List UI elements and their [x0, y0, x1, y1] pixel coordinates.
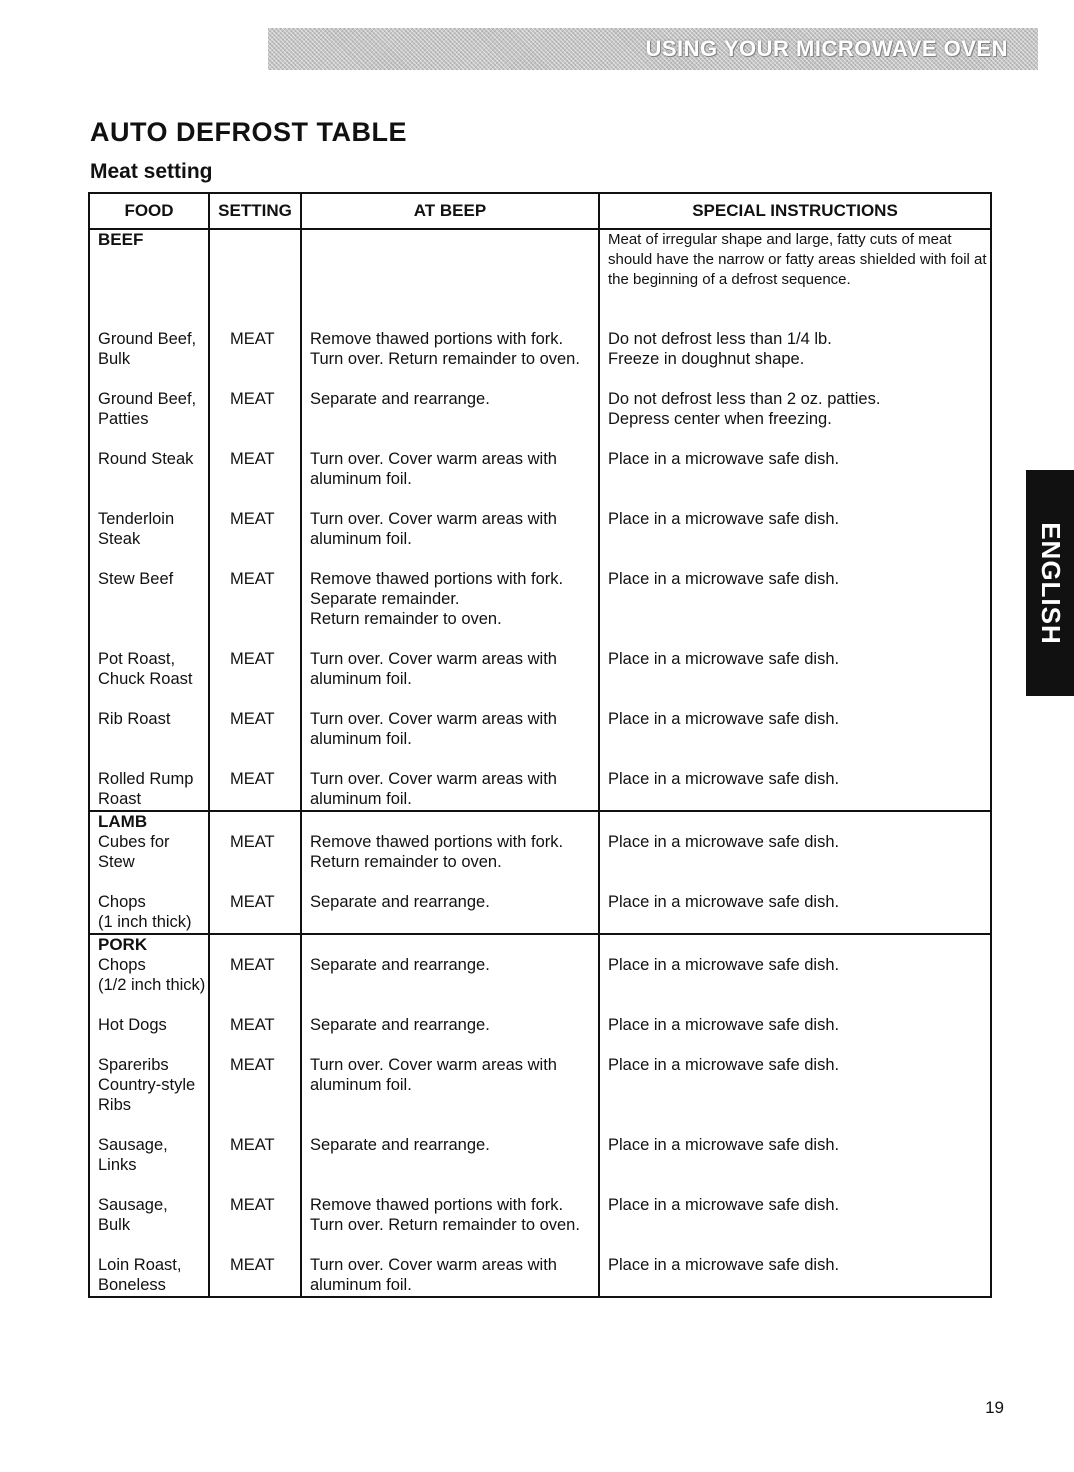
food-cell — [89, 1135, 209, 1195]
special-instructions-cell — [599, 229, 991, 329]
at-beep-line: Turn over. Cover warm areas with — [310, 450, 557, 468]
food-line: Steak — [98, 530, 141, 548]
special-instructions-cell — [599, 1135, 991, 1195]
at-beep-line: Turn over. Return remainder to oven. — [310, 1216, 580, 1234]
at-beep-line: Turn over. Cover warm areas with — [310, 710, 557, 728]
food-line: (1 inch thick) — [98, 913, 192, 931]
food-cell — [89, 1055, 209, 1135]
table-row — [89, 389, 991, 449]
section-banner-text: USING YOUR MICROWAVE OVEN — [645, 36, 1008, 61]
at-beep-line: Turn over. Cover warm areas with — [310, 1256, 557, 1274]
at-beep-line: Remove thawed portions with fork. — [310, 833, 564, 851]
at-beep-cell — [301, 329, 599, 389]
setting-value: MEAT — [230, 1016, 275, 1034]
setting-value: MEAT — [230, 1056, 275, 1074]
food-line: Tenderloin — [98, 510, 175, 528]
table-row — [89, 1015, 991, 1055]
food-line: Roast — [98, 790, 142, 808]
at-beep-cell — [301, 832, 599, 892]
at-beep-cell — [301, 569, 599, 649]
at-beep-line: Separate and rearrange. — [310, 893, 490, 911]
food-line: Loin Roast, — [98, 1256, 182, 1274]
at-beep-line: aluminum foil. — [310, 790, 412, 808]
auto-defrost-table — [88, 192, 992, 1298]
food-cell — [89, 389, 209, 449]
at-beep-line: Separate and rearrange. — [310, 390, 490, 408]
food-line: Boneless — [98, 1276, 166, 1294]
setting-cell — [209, 649, 301, 709]
food-line: Chuck Roast — [98, 670, 193, 688]
at-beep-line: Separate remainder. — [310, 590, 460, 608]
food-line: Links — [98, 1156, 137, 1174]
special-instructions-cell — [599, 449, 991, 509]
at-beep-cell-empty — [301, 934, 599, 955]
at-beep-cell — [301, 449, 599, 509]
food-line: Ribs — [98, 1096, 132, 1114]
at-beep-line: aluminum foil. — [310, 1076, 412, 1094]
setting-cell — [209, 892, 301, 934]
setting-cell — [209, 1015, 301, 1055]
at-beep-cell — [301, 769, 599, 811]
setting-cell — [209, 449, 301, 509]
food-cell — [89, 449, 209, 509]
special-instruction-line: Place in a microwave safe dish. — [608, 1256, 840, 1274]
setting-cell — [209, 389, 301, 449]
pork-category-row — [89, 934, 991, 955]
special-instructions-cell — [599, 1195, 991, 1255]
table-row — [89, 449, 991, 509]
page-number: 19 — [985, 1398, 1004, 1417]
table-body — [89, 229, 991, 1297]
at-beep-line: Separate and rearrange. — [310, 1136, 490, 1154]
setting-cell — [209, 569, 301, 649]
special-instructions-cell — [599, 769, 991, 811]
special-instructions-cell — [599, 649, 991, 709]
special-instruction-line: Place in a microwave safe dish. — [608, 570, 840, 588]
special-instruction-line: Place in a microwave safe dish. — [608, 770, 840, 788]
food-cell — [89, 1195, 209, 1255]
special-instructions-cell — [599, 329, 991, 389]
at-beep-line: aluminum foil. — [310, 470, 412, 488]
page-subtitle: Meat setting — [90, 160, 213, 183]
beef-category-row — [89, 229, 991, 329]
food-line: Chops — [98, 893, 146, 911]
food-line: Stew — [98, 853, 135, 871]
special-instruction-line: Place in a microwave safe dish. — [608, 710, 840, 728]
at-beep-cell — [301, 1135, 599, 1195]
setting-value: MEAT — [230, 833, 275, 851]
setting-cell — [209, 832, 301, 892]
lamb-category-cell — [89, 811, 209, 832]
special-instruction-line: Place in a microwave safe dish. — [608, 893, 840, 911]
food-cell — [89, 1015, 209, 1055]
food-line: Spareribs — [98, 1056, 169, 1074]
table-row — [89, 769, 991, 811]
table-row — [89, 1195, 991, 1255]
setting-value: MEAT — [230, 510, 275, 528]
special-instruction-line: Place in a microwave safe dish. — [608, 650, 840, 668]
setting-value: MEAT — [230, 893, 275, 911]
at-beep-cell — [301, 509, 599, 569]
setting-value: MEAT — [230, 450, 275, 468]
food-line: Rolled Rump — [98, 770, 194, 788]
at-beep-line: aluminum foil. — [310, 730, 412, 748]
special-instruction-line: Place in a microwave safe dish. — [608, 833, 840, 851]
page-title: AUTO DEFROST TABLE — [90, 117, 407, 147]
food-line: Ground Beef, — [98, 330, 197, 348]
setting-value: MEAT — [230, 770, 275, 788]
food-line: Ground Beef, — [98, 390, 197, 408]
setting-cell — [209, 329, 301, 389]
at-beep-cell-empty — [301, 229, 599, 329]
at-beep-cell — [301, 955, 599, 1015]
at-beep-line: aluminum foil. — [310, 1276, 412, 1294]
table-row — [89, 832, 991, 892]
setting-value: MEAT — [230, 650, 275, 668]
food-line: Sausage, — [98, 1196, 168, 1214]
setting-cell — [209, 1255, 301, 1297]
table-row — [89, 509, 991, 569]
at-beep-line: aluminum foil. — [310, 530, 412, 548]
table-header-row — [89, 193, 991, 229]
setting-value: MEAT — [230, 956, 275, 974]
table-row — [89, 1135, 991, 1195]
at-beep-cell — [301, 1015, 599, 1055]
beef-category-cell — [89, 229, 209, 329]
special-instructions-cell — [599, 1015, 991, 1055]
food-cell — [89, 832, 209, 892]
setting-cell — [209, 1195, 301, 1255]
special-instructions-cell — [599, 509, 991, 569]
at-beep-line: Separate and rearrange. — [310, 1016, 490, 1034]
table-row — [89, 892, 991, 934]
setting-value: MEAT — [230, 710, 275, 728]
special-instruction-line: Place in a microwave safe dish. — [608, 1056, 840, 1074]
food-line: (1/2 inch thick) — [98, 976, 206, 994]
food-cell — [89, 955, 209, 1015]
food-cell — [89, 892, 209, 934]
language-side-tab — [1026, 470, 1074, 696]
food-line: Hot Dogs — [98, 1016, 167, 1034]
column-header-food: FOOD — [89, 193, 209, 229]
at-beep-line: Turn over. Return remainder to oven. — [310, 350, 580, 368]
food-line: Sausage, — [98, 1136, 168, 1154]
special-instruction-line: Place in a microwave safe dish. — [608, 956, 840, 974]
at-beep-line: Turn over. Cover warm areas with — [310, 650, 557, 668]
special-instruction-line: Place in a microwave safe dish. — [608, 450, 840, 468]
column-header-setting: SETTING — [209, 193, 301, 229]
food-line: Bulk — [98, 1216, 131, 1234]
at-beep-cell — [301, 1255, 599, 1297]
table-row — [89, 649, 991, 709]
category-label: PORK — [98, 935, 148, 954]
section-banner — [268, 28, 1038, 70]
at-beep-cell-empty — [301, 811, 599, 832]
food-line: Country-style — [98, 1076, 196, 1094]
at-beep-line: Turn over. Cover warm areas with — [310, 770, 557, 788]
at-beep-cell — [301, 389, 599, 449]
at-beep-line: Remove thawed portions with fork. — [310, 330, 564, 348]
table-row — [89, 955, 991, 1015]
food-line: Pot Roast, — [98, 650, 176, 668]
at-beep-cell — [301, 1195, 599, 1255]
table-row — [89, 1055, 991, 1135]
food-cell — [89, 709, 209, 769]
food-cell — [89, 569, 209, 649]
special-instruction-line: Place in a microwave safe dish. — [608, 1136, 840, 1154]
setting-cell — [209, 769, 301, 811]
food-line: Stew Beef — [98, 570, 174, 588]
setting-value: MEAT — [230, 1196, 275, 1214]
table-row — [89, 1255, 991, 1297]
column-header-special-instructions: SPECIAL INSTRUCTIONS — [599, 193, 991, 229]
food-cell — [89, 769, 209, 811]
food-cell — [89, 329, 209, 389]
special-instruction-line: Do not defrost less than 1/4 lb. — [608, 330, 832, 348]
special-instruction-line: Depress center when freezing. — [608, 410, 832, 428]
at-beep-line: Separate and rearrange. — [310, 956, 490, 974]
at-beep-line: Return remainder to oven. — [310, 610, 502, 628]
category-note: Meat of irregular shape and large, fatty cuts of meat should have the narrow or fatty areas shielded with foil at the beginning of a defrost sequence. — [608, 231, 987, 288]
special-instructions-cell — [599, 1255, 991, 1297]
setting-value: MEAT — [230, 390, 275, 408]
at-beep-line: Turn over. Cover warm areas with — [310, 1056, 557, 1074]
special-instructions-cell — [599, 709, 991, 769]
at-beep-cell — [301, 649, 599, 709]
setting-cell — [209, 955, 301, 1015]
special-instruction-line: Freeze in doughnut shape. — [608, 350, 805, 368]
setting-value: MEAT — [230, 1136, 275, 1154]
food-line: Patties — [98, 410, 149, 428]
column-header-at-beep: AT BEEP — [301, 193, 599, 229]
setting-cell — [209, 709, 301, 769]
special-instruction-line: Place in a microwave safe dish. — [608, 510, 840, 528]
food-line: Round Steak — [98, 450, 194, 468]
at-beep-cell — [301, 892, 599, 934]
category-label: BEEF — [98, 230, 144, 249]
food-line: Rib Roast — [98, 710, 171, 728]
food-cell — [89, 649, 209, 709]
food-cell — [89, 509, 209, 569]
special-instructions-cell — [599, 955, 991, 1015]
at-beep-line: Turn over. Cover warm areas with — [310, 510, 557, 528]
at-beep-line: Remove thawed portions with fork. — [310, 570, 564, 588]
setting-cell-empty — [209, 229, 301, 329]
food-line: Chops — [98, 956, 146, 974]
table-row — [89, 709, 991, 769]
setting-value: MEAT — [230, 570, 275, 588]
special-instructions-cell — [599, 569, 991, 649]
special-instructions-cell — [599, 811, 991, 832]
food-line: Cubes for — [98, 833, 170, 851]
at-beep-cell — [301, 1055, 599, 1135]
food-line: Bulk — [98, 350, 131, 368]
special-instructions-cell — [599, 934, 991, 955]
special-instruction-line: Place in a microwave safe dish. — [608, 1016, 840, 1034]
food-cell — [89, 1255, 209, 1297]
setting-cell-empty — [209, 811, 301, 832]
setting-value: MEAT — [230, 330, 275, 348]
pork-category-cell — [89, 934, 209, 955]
special-instruction-line: Do not defrost less than 2 oz. patties. — [608, 390, 881, 408]
setting-value: MEAT — [230, 1256, 275, 1274]
setting-cell — [209, 509, 301, 569]
category-label: LAMB — [98, 812, 148, 831]
setting-cell — [209, 1135, 301, 1195]
special-instructions-cell — [599, 1055, 991, 1135]
at-beep-cell — [301, 709, 599, 769]
lamb-category-row — [89, 811, 991, 832]
setting-cell-empty — [209, 934, 301, 955]
table-row — [89, 569, 991, 649]
at-beep-line: Remove thawed portions with fork. — [310, 1196, 564, 1214]
language-side-tab-label: ENGLISH — [1035, 521, 1066, 645]
at-beep-line: aluminum foil. — [310, 670, 412, 688]
table-row — [89, 329, 991, 389]
special-instructions-cell — [599, 389, 991, 449]
at-beep-line: Return remainder to oven. — [310, 853, 502, 871]
special-instructions-cell — [599, 832, 991, 892]
special-instructions-cell — [599, 892, 991, 934]
setting-cell — [209, 1055, 301, 1135]
special-instruction-line: Place in a microwave safe dish. — [608, 1196, 840, 1214]
